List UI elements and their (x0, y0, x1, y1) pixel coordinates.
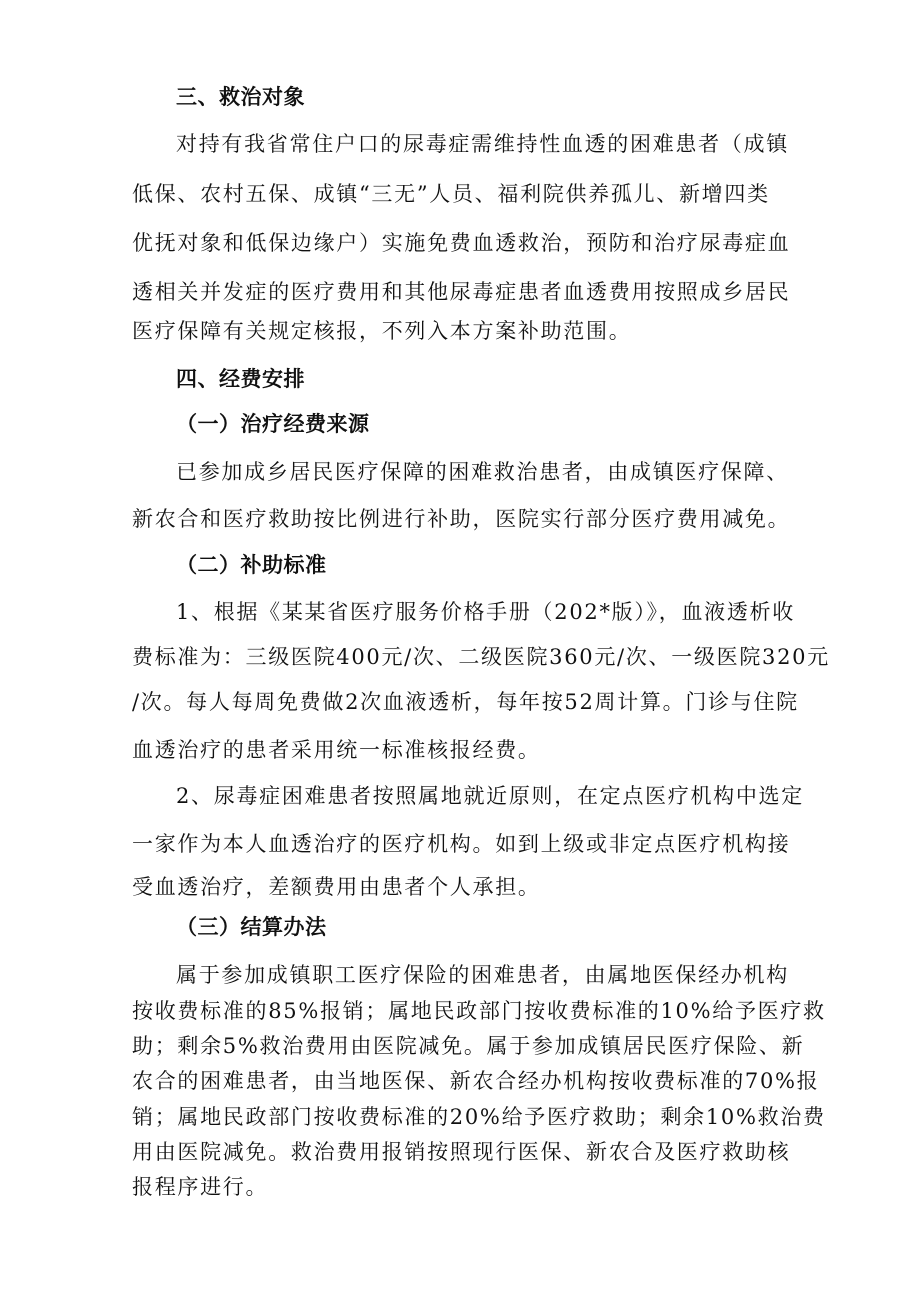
paragraph-line: 农合的困难患者，由当地医保、新农合经办机构按收费标准的70%报 (132, 1069, 820, 1093)
paragraph-line: /次。每人每周免费做2次血液透析，每年按52周计算。门诊与住院 (132, 690, 799, 714)
paragraph-line: 新农合和医疗救助按比例进行补助，医院实行部分医疗费用减免。 (132, 507, 791, 531)
section-heading-treatment-targets: 三、救治对象 (176, 85, 305, 109)
section-heading-funding: 四、经费安排 (176, 367, 305, 391)
paragraph-line: 优抚对象和低保边缘户）实施免费血透救治，预防和治疗尿毒症血 (132, 231, 791, 255)
paragraph-line: 受血透治疗，差额费用由患者个人承担。 (132, 875, 541, 899)
paragraph-line: 1、根据《某某省医疗服务价格手册（202*版）》，血液透析收 (176, 600, 795, 624)
paragraph-line: 对持有我省常住户口的尿毒症需维持性血透的困难患者（成镇 (176, 132, 789, 156)
subsection-heading-funding-source: （一）治疗经费来源 (176, 412, 370, 436)
paragraph-line: 透相关并发症的医疗费用和其他尿毒症患者血透费用按照成乡居民 (132, 280, 791, 304)
paragraph-line: 销；属地民政部门按收费标准的20%给予医疗救助；剩余10%救治费 (132, 1105, 826, 1129)
subsection-heading-subsidy-standard: （二）补助标准 (176, 553, 327, 577)
paragraph-line: 按收费标准的85%报销；属地民政部门按收费标准的10%给予医疗救 (132, 999, 826, 1023)
paragraph-line: 报程序进行。 (132, 1175, 269, 1199)
paragraph-line: 医疗保障有关规定核报，不列入本方案补助范围。 (132, 319, 632, 343)
paragraph-line: 血透治疗的患者采用统一标准核报经费。 (132, 738, 541, 762)
subsection-heading-settlement: （三）结算办法 (176, 915, 327, 939)
paragraph-line: 用由医院减免。救治费用报销按照现行医保、新农合及医疗救助核 (132, 1140, 791, 1164)
paragraph-line: 已参加成乡居民医疗保障的困难救治患者，由成镇医疗保障、 (176, 460, 789, 484)
paragraph-line: 一家作为本人血透治疗的医疗机构。如到上级或非定点医疗机构接 (132, 832, 791, 856)
paragraph-line: 助；剩余5%救治费用由医院减免。属于参加成镇居民医疗保险、新 (132, 1034, 805, 1058)
paragraph-line: 属于参加成镇职工医疗保险的困难患者，由属地医保经办机构 (176, 963, 789, 987)
paragraph-line: 费标准为：三级医院400元/次、二级医院360元/次、一级医院320元 (132, 645, 830, 669)
paragraph-line: 2、尿毒症困难患者按照属地就近原则，在定点医疗机构中选定 (176, 784, 804, 808)
paragraph-line: 低保、农村五保、成镇“三无”人员、福利院供养孤儿、新增四类 (132, 182, 770, 206)
